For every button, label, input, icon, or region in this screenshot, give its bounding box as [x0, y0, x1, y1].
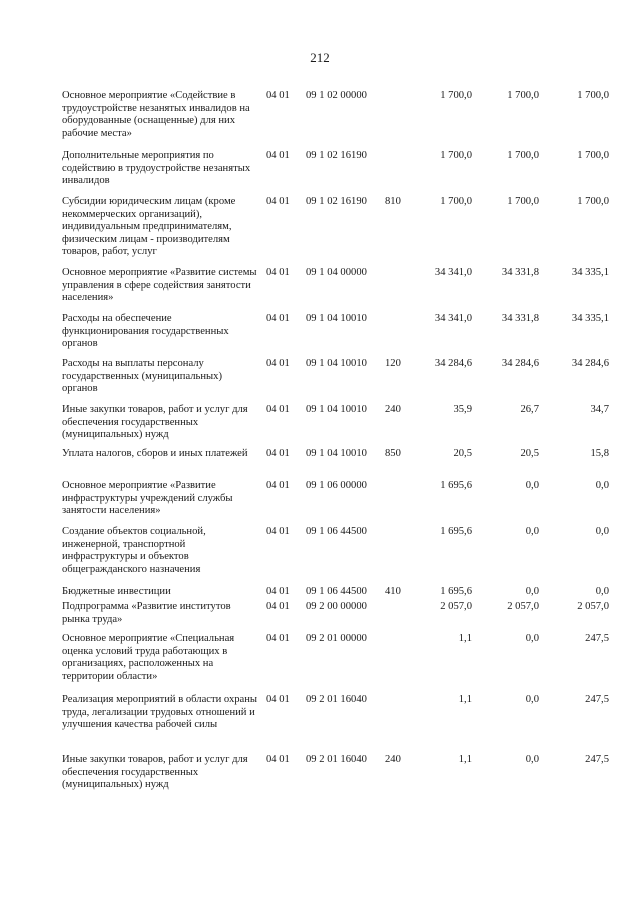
row-amount-year2: 26,7: [520, 404, 539, 415]
row-target-code: 09 2 01 00000: [306, 633, 367, 644]
row-name: Иные закупки товаров, работ и услуг для обеспечения государственных (муниципальных) нужд: [62, 754, 248, 791]
row-amount-year1: 2 057,0: [440, 601, 472, 612]
row-target-code: 09 1 02 16190: [306, 196, 367, 207]
row-amount-year3: 0,0: [595, 586, 609, 597]
row-section-code: 04 01: [266, 448, 290, 459]
row-amount-year3: 34 335,1: [571, 267, 609, 278]
row-name: Расходы на обеспечение функционирования государственных органов: [62, 313, 229, 350]
row-section-code: 04 01: [266, 754, 290, 765]
row-target-code: 09 1 02 00000: [306, 90, 367, 101]
row-amount-year3: 1 700,0: [577, 90, 609, 101]
row-amount-year1: 1 700,0: [440, 196, 472, 207]
row-amount-year3: 247,5: [585, 754, 609, 765]
row-amount-year2: 0,0: [525, 586, 539, 597]
row-amount-year1: 34 341,0: [434, 267, 472, 278]
row-amount-year2: 1 700,0: [507, 150, 539, 161]
row-amount-year1: 1,1: [458, 694, 472, 705]
row-name: Основное мероприятие «Специальная оценка условий труда работающих в организациях, расположенных на территории области»: [62, 633, 235, 682]
row-name: Основное мероприятие «Развитие системы управления в сфере содействия занятости населения»: [62, 267, 257, 304]
row-name: Расходы на выплаты персоналу государственных (муниципальных) органов: [62, 358, 222, 395]
row-section-code: 04 01: [266, 90, 290, 101]
row-name: Основное мероприятие «Содействие в трудоустройстве незанятых инвалидов на оборудованные (оснащенные) для них рабочие места»: [62, 90, 250, 139]
row-amount-year3: 0,0: [595, 480, 609, 491]
row-name: Иные закупки товаров, работ и услуг для обеспечения государственных (муниципальных) нужд: [62, 404, 248, 441]
row-amount-year1: 20,5: [453, 448, 472, 459]
row-amount-year2: 0,0: [525, 754, 539, 765]
row-expense-type: 120: [385, 358, 401, 369]
row-target-code: 09 2 00 00000: [306, 601, 367, 612]
row-name: Субсидии юридическим лицам (кроме некоммерческих организаций), индивидуальным предпринимателям, физическим лицам - производителям товаров, работ, услуг: [62, 196, 236, 258]
row-expense-type: 410: [385, 586, 401, 597]
row-amount-year1: 1 695,6: [440, 586, 472, 597]
row-section-code: 04 01: [266, 586, 290, 597]
row-amount-year3: 34,7: [590, 404, 609, 415]
row-amount-year2: 1 700,0: [507, 196, 539, 207]
row-amount-year1: 34 284,6: [434, 358, 472, 369]
row-amount-year1: 1,1: [458, 754, 472, 765]
row-name: Основное мероприятие «Развитие инфраструктуры учреждений службы занятости населения»: [62, 480, 233, 517]
row-amount-year3: 1 700,0: [577, 150, 609, 161]
row-amount-year2: 20,5: [520, 448, 539, 459]
row-amount-year2: 34 331,8: [501, 267, 539, 278]
row-target-code: 09 1 04 10010: [306, 358, 367, 369]
row-amount-year3: 247,5: [585, 633, 609, 644]
row-section-code: 04 01: [266, 633, 290, 644]
row-amount-year2: 34 284,6: [501, 358, 539, 369]
row-section-code: 04 01: [266, 694, 290, 705]
row-name: Реализация мероприятий в области охраны труда, легализации трудовых отношений и улучшения качества рабочей силы: [62, 694, 258, 731]
row-name: Подпрограмма «Развитие институтов рынка труда»: [62, 601, 231, 625]
row-amount-year1: 1 695,6: [440, 526, 472, 537]
row-target-code: 09 1 04 00000: [306, 267, 367, 278]
row-expense-type: 850: [385, 448, 401, 459]
row-expense-type: 240: [385, 404, 401, 415]
row-section-code: 04 01: [266, 404, 290, 415]
row-name: Дополнительные мероприятия по содействию в трудоустройстве незанятых инвалидов: [62, 150, 251, 187]
row-section-code: 04 01: [266, 196, 290, 207]
row-target-code: 09 1 04 10010: [306, 313, 367, 324]
row-target-code: 09 1 06 00000: [306, 480, 367, 491]
row-amount-year3: 34 335,1: [571, 313, 609, 324]
row-target-code: 09 2 01 16040: [306, 754, 367, 765]
row-section-code: 04 01: [266, 526, 290, 537]
row-section-code: 04 01: [266, 313, 290, 324]
row-section-code: 04 01: [266, 480, 290, 491]
row-target-code: 09 1 04 10010: [306, 404, 367, 415]
row-amount-year3: 1 700,0: [577, 196, 609, 207]
row-amount-year2: 0,0: [525, 526, 539, 537]
row-section-code: 04 01: [266, 267, 290, 278]
row-amount-year3: 2 057,0: [577, 601, 609, 612]
row-section-code: 04 01: [266, 601, 290, 612]
row-section-code: 04 01: [266, 358, 290, 369]
row-target-code: 09 1 02 16190: [306, 150, 367, 161]
row-amount-year1: 34 341,0: [434, 313, 472, 324]
row-amount-year1: 1 700,0: [440, 150, 472, 161]
page-number: 212: [310, 50, 330, 65]
row-amount-year3: 0,0: [595, 526, 609, 537]
row-amount-year2: 0,0: [525, 694, 539, 705]
row-amount-year1: 1 695,6: [440, 480, 472, 491]
row-target-code: 09 1 06 44500: [306, 586, 367, 597]
row-amount-year3: 247,5: [585, 694, 609, 705]
row-amount-year1: 35,9: [453, 404, 472, 415]
row-amount-year3: 34 284,6: [571, 358, 609, 369]
row-expense-type: 240: [385, 754, 401, 765]
row-target-code: 09 1 04 10010: [306, 448, 367, 459]
row-target-code: 09 1 06 44500: [306, 526, 367, 537]
row-name: Бюджетные инвестиции: [62, 586, 171, 597]
row-amount-year2: 34 331,8: [501, 313, 539, 324]
row-amount-year2: 0,0: [525, 480, 539, 491]
row-amount-year2: 0,0: [525, 633, 539, 644]
row-amount-year1: 1,1: [458, 633, 472, 644]
row-expense-type: 810: [385, 196, 401, 207]
row-amount-year1: 1 700,0: [440, 90, 472, 101]
row-amount-year3: 15,8: [590, 448, 609, 459]
row-amount-year2: 1 700,0: [507, 90, 539, 101]
row-amount-year2: 2 057,0: [507, 601, 539, 612]
row-section-code: 04 01: [266, 150, 290, 161]
row-target-code: 09 2 01 16040: [306, 694, 367, 705]
row-name: Уплата налогов, сборов и иных платежей: [62, 448, 248, 459]
row-name: Создание объектов социальной, инженерной, транспортной инфраструктуры и объектов общегражданского назначения: [62, 526, 206, 575]
